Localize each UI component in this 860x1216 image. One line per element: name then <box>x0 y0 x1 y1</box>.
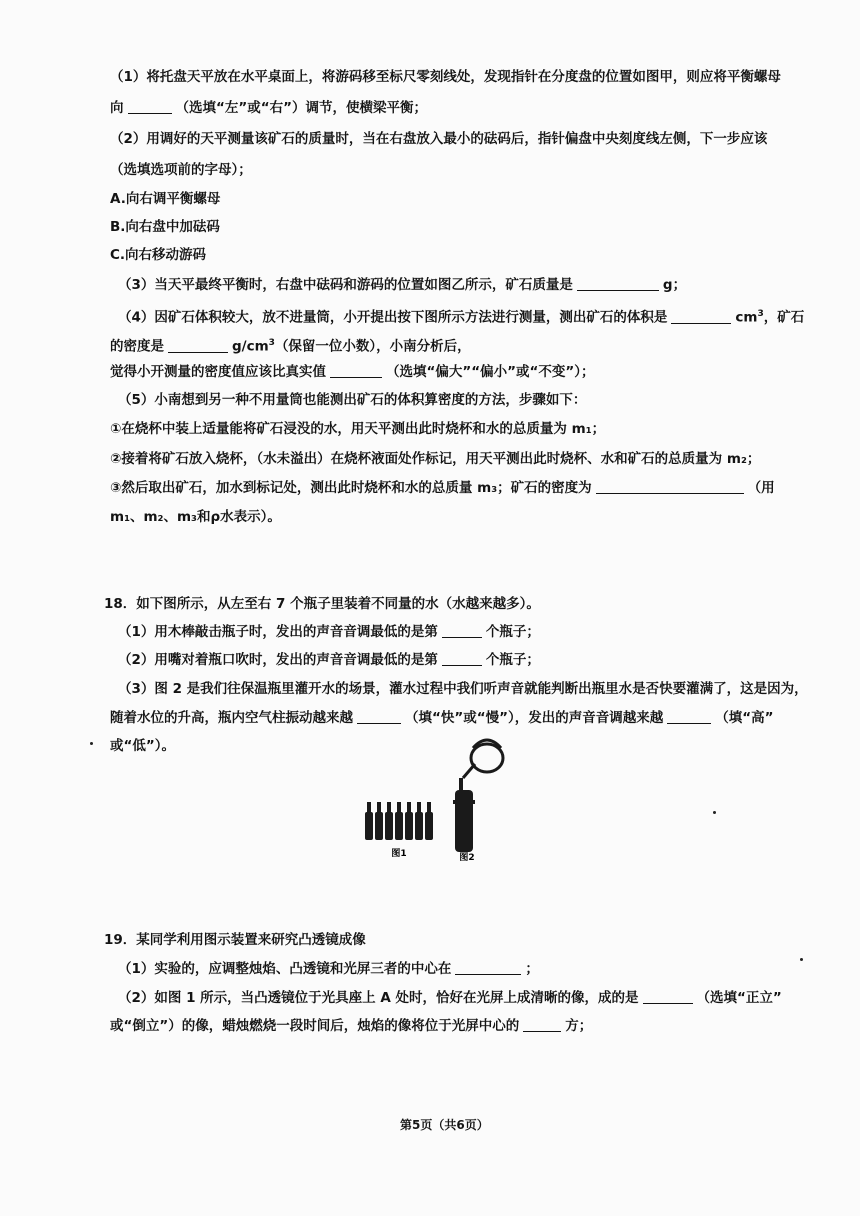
q18-part1-pre: （1）用木棒敲击瓶子时，发出的声音音调最低的是第 <box>118 624 438 640</box>
q18-part2 <box>118 651 540 669</box>
q19-part1-pre: （1）实验的，应调整烛焰、凸透镜和光屏三者的中心在 <box>118 961 452 977</box>
q17-step3-pre: ③然后取出矿石，加水到标记处，测出此时烧杯和水的总质量 m₃；矿石的密度为 <box>110 480 592 496</box>
bottle-icon <box>425 802 433 840</box>
q18-part2-post: 个瓶子； <box>485 652 540 668</box>
q17-part4-post: ，矿石 <box>763 309 805 326</box>
q19-part2-line2 <box>110 1017 592 1035</box>
answer-blank-q18-2[interactable] <box>442 652 482 666</box>
answer-blank-q19-1[interactable] <box>455 961 521 975</box>
bottle-icon <box>385 802 393 840</box>
q17-part4-line3 <box>110 363 595 381</box>
answer-blank-q17-4c[interactable] <box>330 364 382 378</box>
q17-part2-line2: （选填选项前的字母）； <box>110 162 252 178</box>
q17-step1: ①在烧杯中装上适量能将矿石浸没的水，用天平测出此时烧杯和水的总质量为 m₁； <box>110 421 606 437</box>
q17-part4b-pre: 的密度是 <box>110 338 164 355</box>
q17-option-b: B.向右盘中加砝码 <box>110 219 220 235</box>
bottle-icon <box>365 802 373 840</box>
q18-part3-post: （填“高” <box>715 710 774 726</box>
q17-part3 <box>118 276 686 294</box>
scan-speck <box>90 742 93 745</box>
answer-blank-q17-3[interactable] <box>577 277 659 291</box>
q18-part1 <box>118 623 540 641</box>
q18-part2-pre: （2）用嘴对着瓶口吹时，发出的声音音调最低的是第 <box>118 652 438 668</box>
bottle-icon <box>415 802 423 840</box>
q17-part1-post: （选填“左”或“右”）调节，使横梁平衡； <box>175 100 427 116</box>
answer-blank-q18-3a[interactable] <box>357 710 401 724</box>
figure-1-label: 图1 <box>391 849 407 859</box>
q19-part2b-post: 方； <box>565 1018 593 1034</box>
q18-part3-line1: （3）图 2 是我们往保温瓶里灌开水的场景，灌水过程中我们听声音就能判断出瓶里水是否快要灌满了，这是因为， <box>118 681 808 697</box>
scan-speck <box>713 811 716 814</box>
q18-figure <box>355 730 515 862</box>
answer-blank-q19-2b[interactable] <box>523 1018 561 1032</box>
answer-blank-q18-3b[interactable] <box>667 710 711 724</box>
answer-blank-q18-1[interactable] <box>442 624 482 638</box>
q17-part4-pre: （4）因矿石体积较大，放不进量筒，小开提出按下图所示方法进行测量，测出矿石的体积是 <box>118 309 668 326</box>
answer-blank-q17-5[interactable] <box>596 480 744 494</box>
kettle-icon <box>471 744 503 772</box>
q18-title: 18．如下图所示，从左至右 7 个瓶子里装着不同量的水（水越来越多）。 <box>104 596 540 612</box>
q17-step2: ②接着将矿石放入烧杯，（水未溢出）在烧杯液面处作标记，用天平测出此时烧杯、水和矿石的总质量为 m₂； <box>110 451 761 467</box>
q17-part5: （5）小南想到另一种不用量筒也能测出矿石的体积算密度的方法，步骤如下： <box>118 392 587 408</box>
q19-part2-line1 <box>118 989 782 1007</box>
q17-option-a: A.向右调平衡螺母 <box>110 191 221 207</box>
seven-bottles-figure <box>365 802 433 840</box>
q18-part1-post: 个瓶子； <box>485 624 540 640</box>
q17-part4c-pre: 觉得小开测量的密度值应该比真实值 <box>110 364 326 380</box>
q17-part1-pre: 向 <box>110 100 124 116</box>
q17-part4-sup: 3 <box>757 309 764 319</box>
answer-blank-q17-1[interactable] <box>128 100 172 114</box>
q17-part3-pre: （3）当天平最终平衡时，右盘中砝码和游码的位置如图乙所示，矿石质量是 <box>118 277 573 293</box>
q19-part2-post: （选填“正立” <box>696 990 782 1006</box>
q17-step3-line2: m₁、m₂、m₃和ρ水表示）。 <box>110 509 281 525</box>
thermos-icon <box>455 790 473 852</box>
q18-part3-mid: （填“快”或“慢”），发出的声音音调越来越 <box>405 710 664 726</box>
q17-part4b-sup: 3 <box>268 338 275 348</box>
q17-part4-line1 <box>118 305 804 327</box>
q19-part1-post: ； <box>525 961 539 977</box>
figure-2-label: 图2 <box>459 853 475 862</box>
q19-part2-pre: （2）如图 1 所示，当凸透镜位于光具座上 A 处时，恰好在光屏上成清晰的像，成的是 <box>118 990 639 1006</box>
bottle-icon <box>395 802 403 840</box>
q17-part1-line1: （1）将托盘天平放在水平桌面上，将游码移至标尺零刻线处，发现指针在分度盘的位置如图甲，则应将平衡螺母 <box>110 69 781 85</box>
q19-part2b-pre: 或“倒立”）的像，蜡烛燃烧一段时间后，烛焰的像将位于光屏中心的 <box>110 1018 520 1034</box>
q19-title: 19．某同学利用图示装置来研究凸透镜成像 <box>104 932 366 948</box>
scan-speck <box>800 958 803 961</box>
q18-part3-pre: 随着水位的升高，瓶内空气柱振动越来越 <box>110 710 353 726</box>
q17-step3-post: （用 <box>747 480 775 496</box>
page-number: 第5页（共6页） <box>400 1118 489 1132</box>
q19-part1 <box>118 960 539 978</box>
q17-part3-post: g； <box>662 277 687 293</box>
thermos-and-kettle-figure <box>453 740 503 852</box>
q17-part4c-post: （选填“偏大”“偏小”或“不变”）； <box>386 364 595 380</box>
q17-part4-unit: cm <box>735 309 758 326</box>
answer-blank-q17-4a[interactable] <box>671 310 731 324</box>
answer-blank-q19-2a[interactable] <box>643 990 693 1004</box>
bottle-icon <box>375 802 383 840</box>
q18-part3-line3: 或“低”）。 <box>110 738 175 754</box>
bottle-icon <box>405 802 413 840</box>
q17-part4b-unit: g/cm <box>232 338 269 355</box>
answer-blank-q17-4b[interactable] <box>168 339 228 353</box>
q17-part2-line1: （2）用调好的天平测量该矿石的质量时，当在右盘放入最小的砝码后，指针偏盘中央刻度线左侧，下一步应该 <box>110 131 768 147</box>
q17-part1-line2 <box>110 99 427 117</box>
q17-option-c: C.向右移动游码 <box>110 247 207 263</box>
q17-part4-line2 <box>110 334 471 356</box>
q17-step3 <box>110 479 775 497</box>
q18-part3-line2 <box>110 709 774 727</box>
q17-part4b-post: （保留一位小数），小南分析后， <box>274 338 471 355</box>
